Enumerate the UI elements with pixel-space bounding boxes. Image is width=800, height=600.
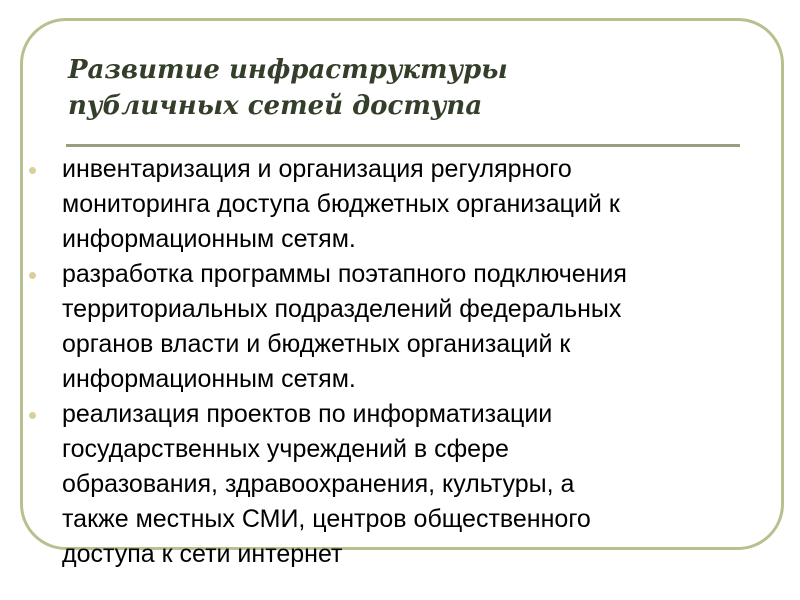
bullet-1-line-2: мониторинга доступа бюджетных организаций к xyxy=(62,190,620,218)
bullet-3-line-4: также местных СМИ, центров общественного xyxy=(62,505,591,533)
title-underline xyxy=(66,144,740,147)
bullet-3-line-3: образования, здравоохранения, культуры, а xyxy=(62,470,575,498)
title-line-1: Развитие инфраструктуры xyxy=(68,55,508,85)
bullet-dot-icon xyxy=(29,167,36,174)
bullet-dot-icon xyxy=(29,412,36,419)
bullet-list xyxy=(0,152,800,572)
bullet-3-line-5: доступа к сети интернет xyxy=(62,540,343,568)
bullet-item-1 xyxy=(0,152,800,257)
bullet-3-line-1: реализация проектов по информатизации xyxy=(62,400,553,428)
bullet-item-3 xyxy=(0,397,800,572)
bullet-dot-icon xyxy=(29,272,36,279)
bullet-1-line-3: информационным сетям. xyxy=(62,225,356,253)
slide-title xyxy=(68,52,668,124)
title-line-2: публичных сетей доступа xyxy=(68,91,483,121)
bullet-2-line-4: информационным сетям. xyxy=(62,365,356,393)
bullet-1-line-1: инвентаризация и организация регулярного xyxy=(62,155,572,183)
bullet-2-line-2: территориальных подразделений федеральных xyxy=(62,295,622,323)
bullet-2-line-1: разработка программы поэтапного подключения xyxy=(62,260,627,288)
bullet-2-line-3: органов власти и бюджетных организаций к xyxy=(62,330,571,358)
bullet-3-line-2: государственных учреждений в сфере xyxy=(62,435,509,463)
bullet-item-2 xyxy=(0,257,800,397)
